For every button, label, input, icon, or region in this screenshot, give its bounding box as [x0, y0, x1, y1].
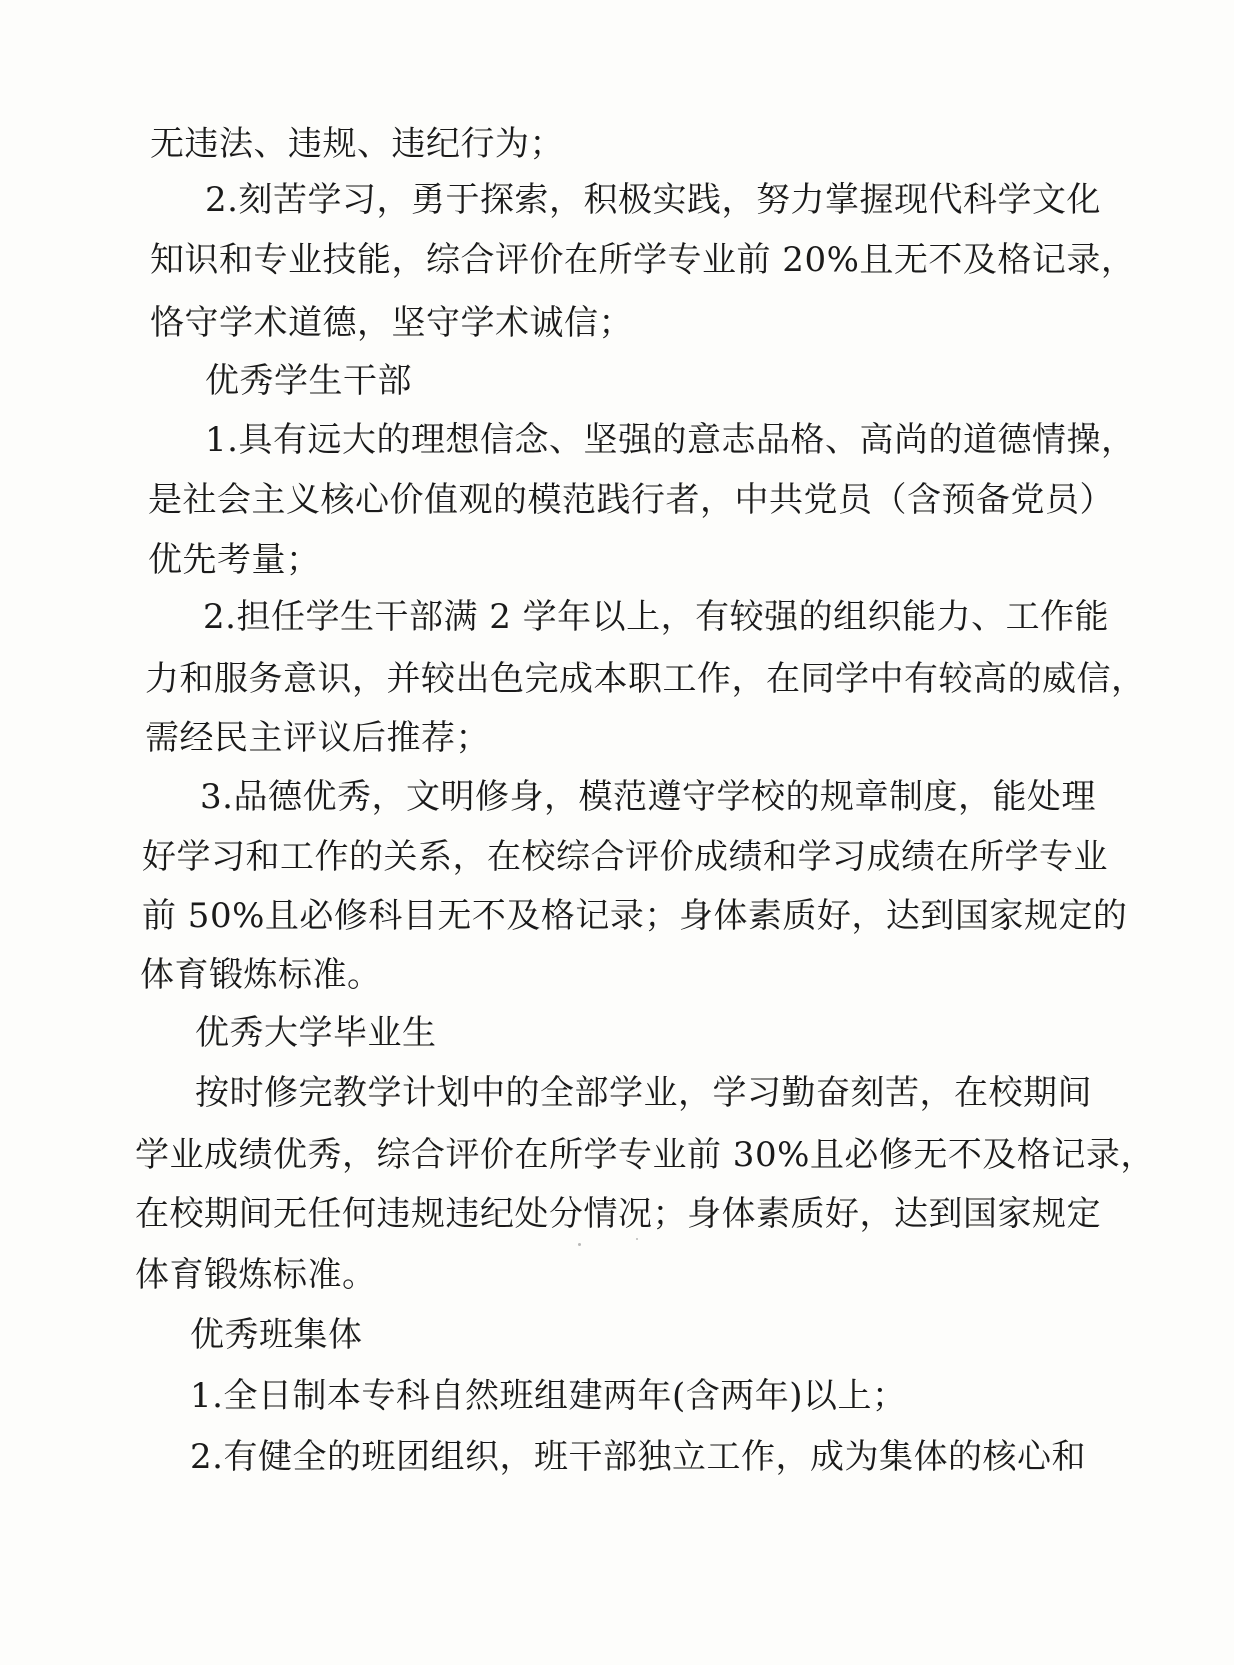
- section-heading: 优秀大学毕业生: [195, 1013, 437, 1053]
- scan-speck: [636, 1238, 638, 1240]
- text-line: 前 50%且必修科目无不及格记录；身体素质好，达到国家规定的: [142, 896, 1128, 936]
- text-line: 无违法、违规、违纪行为；: [150, 124, 564, 164]
- text-line: 3.品德优秀，文明修身，模范遵守学校的规章制度，能处理: [200, 777, 1096, 817]
- text-line: 是社会主义核心价值观的模范践行者，中共党员（含预备党员）: [148, 480, 1114, 520]
- text-line: 2.有健全的班团组织，班干部独立工作，成为集体的核心和: [190, 1437, 1086, 1477]
- text-line: 1.全日制本专科自然班组建两年(含两年)以上；: [190, 1376, 907, 1416]
- section-heading: 优秀学生干部: [205, 361, 412, 401]
- text-line: 学业成绩优秀，综合评价在所学专业前 30%且必修无不及格记录，: [135, 1135, 1155, 1175]
- text-line: 知识和专业技能，综合评价在所学专业前 20%且无不及格记录，: [150, 240, 1136, 280]
- text-line: 1.具有远大的理想信念、坚强的意志品格、高尚的道德情操，: [205, 420, 1136, 460]
- text-line: 在校期间无任何违规违纪处分情况；身体素质好，达到国家规定: [135, 1194, 1101, 1234]
- text-line: 体育锻炼标准。: [140, 955, 382, 995]
- section-heading: 优秀班集体: [190, 1315, 363, 1355]
- text-line: 2.刻苦学习，勇于探索，积极实践，努力掌握现代科学文化: [205, 180, 1101, 220]
- text-line: 恪守学术道德，坚守学术诚信；: [150, 303, 633, 343]
- text-line: 体育锻炼标准。: [135, 1255, 377, 1295]
- text-line: 需经民主评议后推荐；: [145, 718, 490, 758]
- text-line: 好学习和工作的关系，在校综合评价成绩和学习成绩在所学专业: [142, 837, 1108, 877]
- text-line: 优先考量；: [148, 540, 321, 580]
- text-line: 力和服务意识，并较出色完成本职工作，在同学中有较高的威信，: [145, 659, 1146, 699]
- text-line: 2.担任学生干部满 2 学年以上，有较强的组织能力、工作能: [203, 597, 1110, 637]
- text-line: 按时修完教学计划中的全部学业，学习勤奋刻苦，在校期间: [195, 1073, 1092, 1113]
- scan-speck: [578, 1243, 581, 1246]
